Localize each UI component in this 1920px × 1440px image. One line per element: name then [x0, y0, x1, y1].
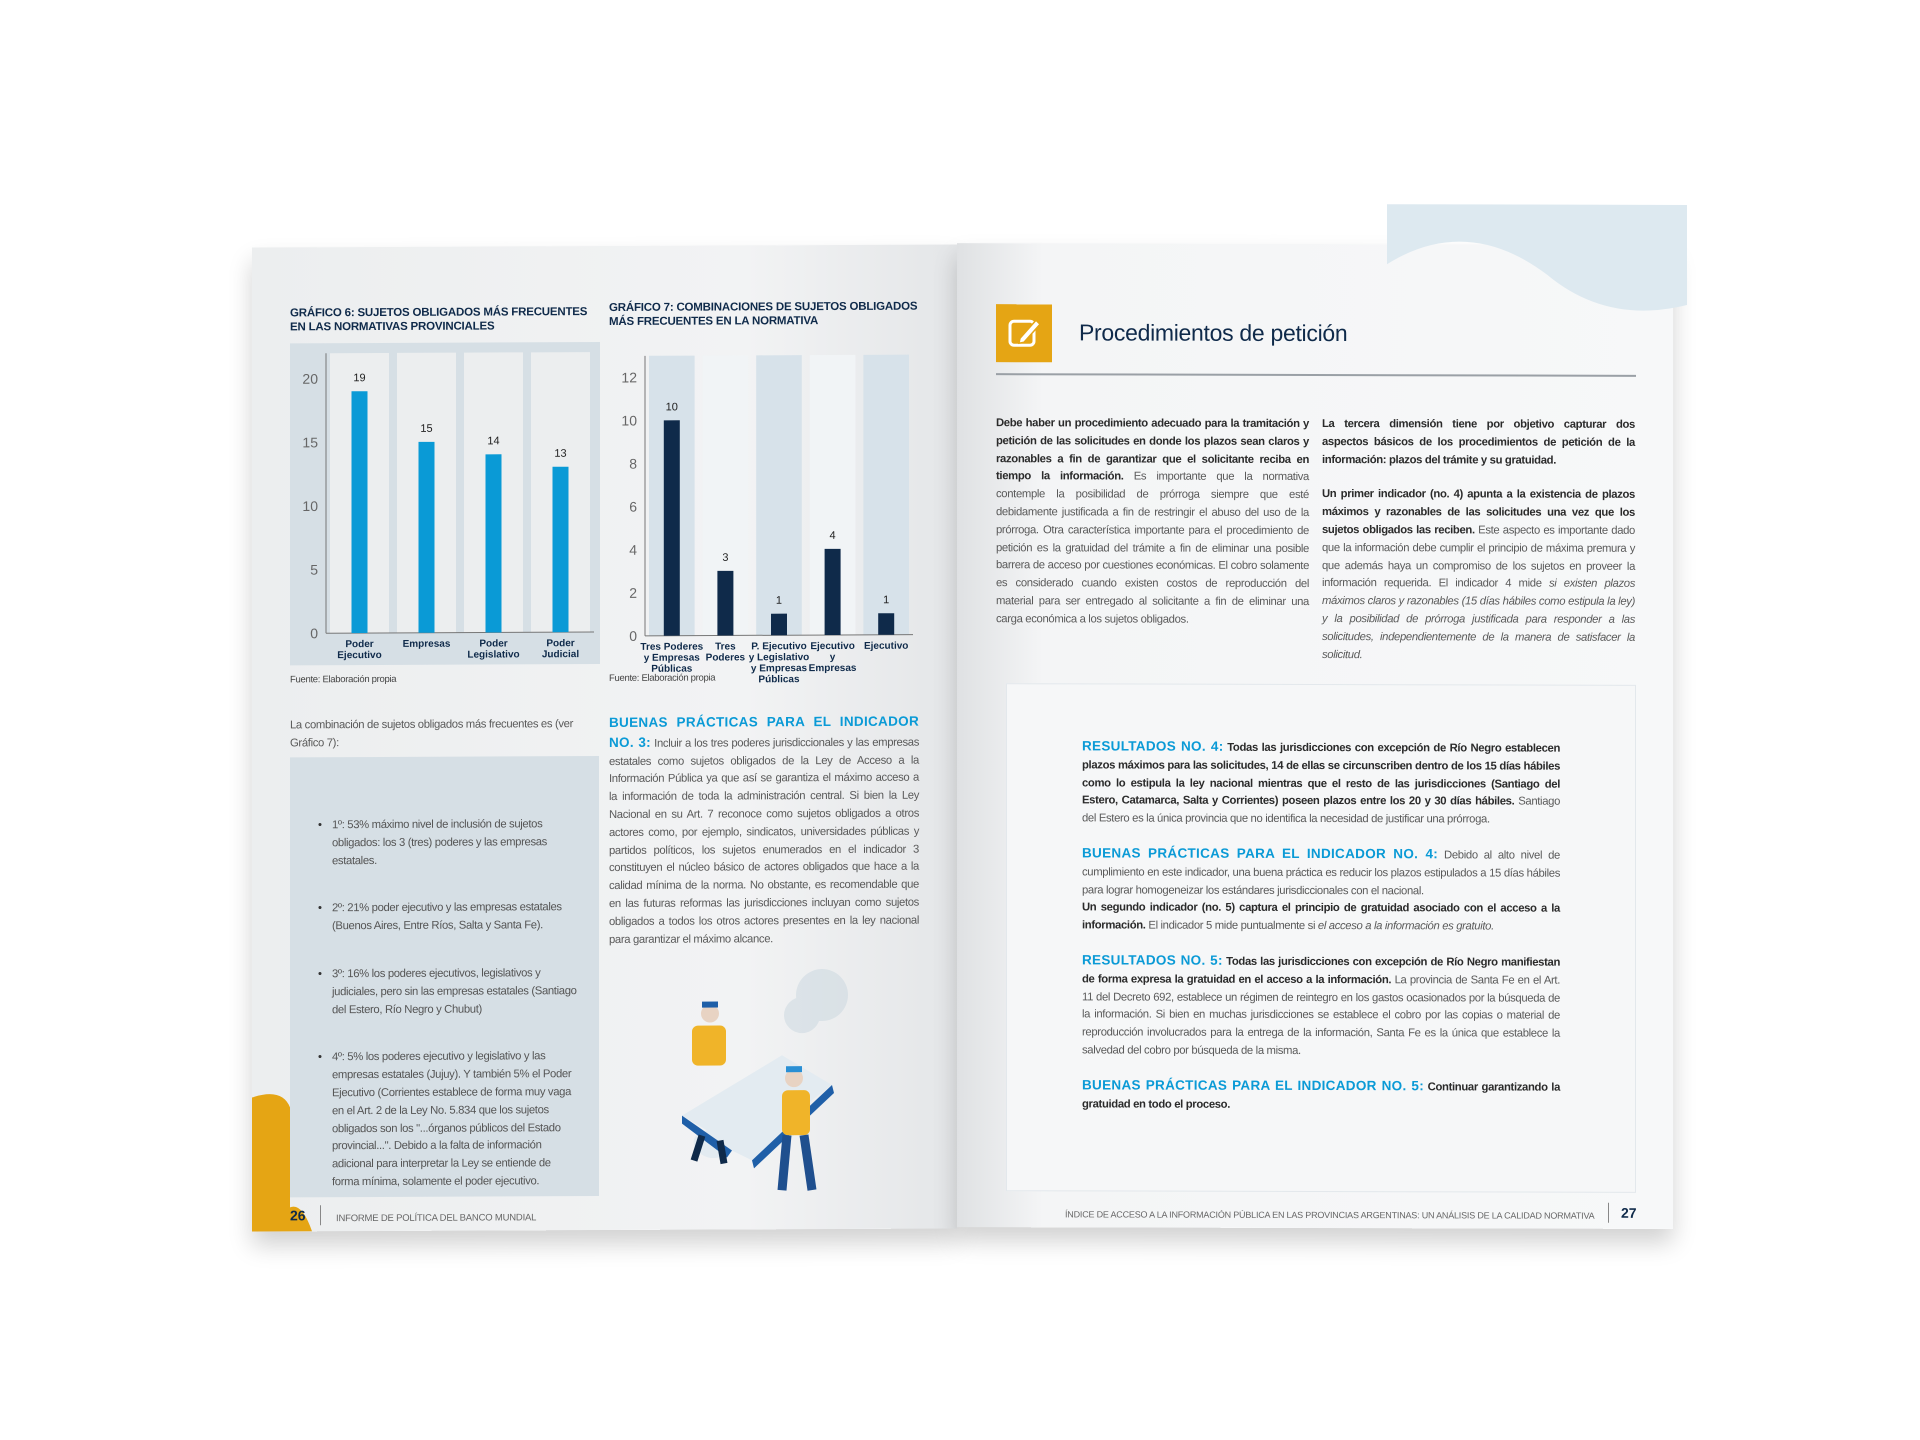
page-title: Procedimientos de petición	[1079, 319, 1348, 347]
chart6-title	[290, 305, 587, 334]
bar	[878, 613, 894, 635]
x-tick-label: y	[829, 651, 836, 664]
r5-text: La provincia de Santa Fe en el Art. 11 del Decreto 692, establece un régimen de reintegro en los gastos ocasionados por la búsqueda de la información. Si bien en muchas jurisdicciones se establece el cobro por las copias o material de reproducción involucrados para la entrega de la información, Santa Fe es la única que establece la salvedad del cobro por búsqueda de la misma.	[1082, 973, 1560, 1057]
x-tick-label: Ejecutivo	[337, 649, 382, 662]
column-band	[863, 355, 909, 635]
bar	[352, 391, 368, 633]
col2-p2-bold: Un primer indicador (no. 4) apunta a la existencia de plazos máximos y razonables de las solicitudes una vez que los sujetos obligados las reciben.	[1322, 488, 1635, 537]
section-icon-box	[996, 304, 1052, 362]
x-tick-label: Poderes	[705, 652, 746, 664]
puzzle-illustration	[672, 965, 872, 1196]
page-number-left: 26	[290, 1207, 306, 1224]
bp4-heading: BUENAS PRÁCTICAS PARA EL INDICADOR NO. 4:	[1082, 845, 1439, 862]
y-tick-label: 6	[629, 498, 637, 515]
yellow-corner-shape	[252, 1087, 322, 1231]
y-tick-label: 0	[629, 627, 637, 644]
bp4-text: Debido al alto nivel de cumplimiento en este indicador, una buena práctica es reducir los plazos estipulados a 15 días hábiles para lograr homogeneizar los estándares jurisdiccionales con el nacional.	[1082, 849, 1560, 897]
x-tick-label: Poder	[345, 639, 374, 651]
bullet-box	[290, 756, 599, 1197]
list-item: • 3º: 16% los poderes ejecutivos, legislativos y judiciales, pero sin las empresas estatales (Santiago del Estero, Río Negro y Chubut)	[310, 965, 579, 1020]
bar	[825, 549, 841, 635]
column-band	[756, 355, 802, 635]
bp3-heading: BUENAS PRÁCTICAS PARA EL INDICADOR NO. 3:	[609, 713, 919, 750]
r4-bold: Todas las jurisdicciones con excepción de Río Negro establecen plazos máximos para las solicitudes, 14 de ellas se circunscriben dentro de los 15 días hábiles como lo estipula la ley nacional mientras que el resto de las jurisdicciones (Santiago del Estero, Catamarca, Salta y Corrientes) poseen plazos entre los 20 y 30 días hábiles.	[1082, 741, 1560, 808]
decorative-blob	[1387, 204, 1687, 375]
x-tick-label: Tres Poderes	[640, 641, 704, 653]
page-number-right: 27	[1621, 1204, 1637, 1221]
bp5-heading: BUENAS PRÁCTICAS PARA EL INDICADOR NO. 5:	[1082, 1077, 1425, 1094]
list-item: • 4º: 5% los poderes ejecutivo y legislativo y las empresas estatales (Jujuy). Y también 5% el Poder Ejecutivo (Corrientes establece de forma muy vaga en el Art. 2 de la Ley No. 5.834 que los sujetos obligados son los "...órganos públicos del Estado provincial...". Debido a la falta de información adicional para interpretar la Ley se entiende de forma mínima, solamente el poder ejecutivo.	[310, 1048, 579, 1192]
chart7-title	[609, 300, 917, 329]
x-tick-label: y Empresas	[750, 663, 808, 675]
x-tick-label: Ejecutivo	[863, 640, 909, 652]
x-tick-label: Empresas	[808, 662, 857, 675]
x-tick-label: Legislativo	[467, 649, 520, 661]
footer-right: ÍNDICE DE ACCESO A LA INFORMACIÓN PÚBLICA EN LAS PROVINCIAS ARGENTINAS: UN ANÁLISIS DE LA CALIDAD NORMATIVA	[1065, 1209, 1595, 1221]
data-label: 13	[554, 447, 567, 460]
intro-text: La combinación de sujetos obligados más frecuentes es (ver Gráfico 7):	[290, 718, 574, 750]
x-tick-label: Públicas	[651, 663, 693, 675]
r4-heading: RESULTADOS NO. 4:	[1082, 738, 1224, 754]
r5-bold: Todas las jurisdicciones con excepción de Río Negro manifiestan de forma expresa la gratuidad en el acceso a la información.	[1082, 955, 1561, 986]
chart6-title-line2: EN LAS NORMATIVAS PROVINCIALES	[290, 320, 495, 334]
data-label: 10	[665, 401, 678, 414]
ind5-bold: Un segundo indicador (no. 5) captura el principio de gratuidad asociado con el acceso a la información.	[1082, 901, 1560, 932]
r4-text: Santiago del Estero es la única provincia que no identifica la necesidad de justificar una prórroga.	[1082, 795, 1560, 826]
y-tick-label: 8	[629, 455, 637, 472]
left-page	[252, 244, 957, 1231]
bar	[419, 442, 435, 633]
y-tick-label: 0	[310, 625, 318, 642]
x-tick-label: Tres	[715, 641, 736, 653]
data-label: 14	[487, 435, 500, 448]
chart7-title-line1: GRÁFICO 7: COMBINACIONES DE SUJETOS OBLIGADOS	[609, 300, 918, 314]
y-tick-label: 10	[621, 412, 637, 429]
col2-p1: La tercera dimensión tiene por objetivo capturar dos aspectos básicos de los procedimientos de petición de la información: plazos del trámite y su gratuidad.	[1322, 418, 1635, 467]
data-label: 15	[420, 422, 433, 435]
col2	[1322, 416, 1635, 665]
list-item: • 1º: 53% máximo nivel de inclusión de sujetos obligados: los 3 (tres) poderes y las empresas estatales.	[310, 816, 579, 871]
title-rule	[996, 373, 1636, 377]
edit-pencil-icon	[996, 304, 1052, 362]
bar	[486, 454, 502, 632]
r5-heading: RESULTADOS NO. 5:	[1082, 952, 1223, 968]
chart6-title-line1: GRÁFICO 6: SUJETOS OBLIGADOS MÁS FRECUENTES	[290, 306, 588, 320]
footer-divider	[1608, 1203, 1609, 1223]
bar	[771, 614, 787, 636]
chart6	[290, 342, 600, 673]
bp3-paragraph	[609, 713, 919, 950]
data-label: 4	[829, 529, 836, 542]
chart7-title-line2: MÁS FRECUENTES EN LA NORMATIVA	[609, 315, 819, 328]
ind5-text: El indicador 5 mide puntualmente si	[1145, 919, 1318, 933]
col2-p2-italic: si existen plazos máximos claros y razonables (15 días hábiles como estipula la ley) y la posibilidad de prórroga justificada para responder a las solicitudes, independientemente de la manera de satisfacer la solicitud.	[1322, 577, 1636, 661]
chart6-source: Fuente: Elaboración propia	[290, 673, 397, 686]
x-tick-label: Poder	[479, 638, 508, 650]
y-tick-label: 2	[629, 584, 637, 601]
col1-text: Es importante que la normativa contemple la posibilidad de prórroga siempre que esté debidamente justificada a fin de restringir el abuso del uso de la prórroga. Otra característica importante para el procedimiento de petición es la gratuidad del trámite a fin de eliminar una posible barrera de acceso por cuestiones económicas. El cobro solamente es considerado cuando existen costos de reproducción del material para ser entregado al solicitante a fin de eliminar una carga económica a los sujetos obligados.	[996, 470, 1309, 626]
footer-left: INFORME DE POLÍTICA DEL BANCO MUNDIAL	[336, 1212, 537, 1225]
right-page	[957, 243, 1673, 1229]
y-tick-label: 20	[302, 370, 318, 387]
x-tick-label: P. Ejecutivo	[751, 641, 807, 653]
results-content	[1082, 737, 1560, 1115]
x-tick-label: Poder	[546, 638, 575, 650]
bullet-list	[310, 816, 579, 1192]
data-label: 1	[775, 594, 783, 607]
y-tick-label: 5	[310, 561, 318, 578]
bp5-bold: Continuar garantizando la gratuidad en todo el proceso.	[1082, 1081, 1561, 1111]
x-tick-label: y Empresas	[643, 652, 700, 664]
y-tick-label: 10	[302, 497, 318, 515]
bp3-text: Incluir a los tres poderes jurisdiccionales y las empresas estatales como sujetos obligados de la Ley de Acceso a la Información Pública ya que así se garantiza el máximo acceso a la información de toda la administración central. Si bien la Ley Nacional en su Art. 7 reconoce como sujetos obligados a otros actores como, por ejemplo, sindicatos, universidades públicas y partidos políticos, los sujetos enumerados en el indicador 3 constituyen el núcleo básico de actores obligados que hace a la calidad mínima de la norma. No obstante, es recomendable que en las futuras reformas las jurisdicciones incluyan como sujetos obligados a todos los otros actores presentes en la ley nacional para garantizar el máximo alcance.	[609, 736, 919, 946]
col1-bold: Debe haber un procedimiento adecuado para la tramitación y petición de las solicitudes en donde los plazos sean claros y razonables a fin de garantizar que el solicitante reciba en tiempo la información.	[996, 417, 1309, 483]
data-label: 1	[883, 594, 890, 607]
y-tick-label: 12	[621, 369, 637, 386]
y-tick-label: 15	[302, 434, 318, 451]
bar	[664, 420, 680, 635]
col2-p2-text: Este aspecto es importante dado que la información debe cumplir el principio de máxima premura y que además haya un compromiso de los sujetos en proveer la información requerida. El indicador 4 mide	[1322, 524, 1635, 590]
chart7-source: Fuente: Elaboración propia	[609, 672, 716, 684]
x-tick-label: Ejecutivo	[810, 640, 855, 653]
footer-divider	[320, 1205, 321, 1225]
col1-paragraph	[996, 415, 1309, 629]
x-tick-label: Empresas	[402, 638, 451, 650]
bar	[717, 571, 733, 636]
y-tick-label: 4	[629, 541, 637, 558]
list-item: • 2º: 21% poder ejecutivo y las empresas estatales (Buenos Aires, Entre Ríos, Salta y Santa Fe).	[310, 900, 579, 937]
x-tick-label: y Legislativo	[748, 652, 810, 664]
data-label: 19	[353, 372, 366, 385]
bar	[553, 467, 569, 633]
data-label: 3	[722, 551, 729, 564]
x-tick-label: Públicas	[758, 674, 800, 686]
x-tick-label: Judicial	[541, 649, 580, 661]
ind5-italic: el acceso a la información es gratuito.	[1317, 920, 1494, 933]
